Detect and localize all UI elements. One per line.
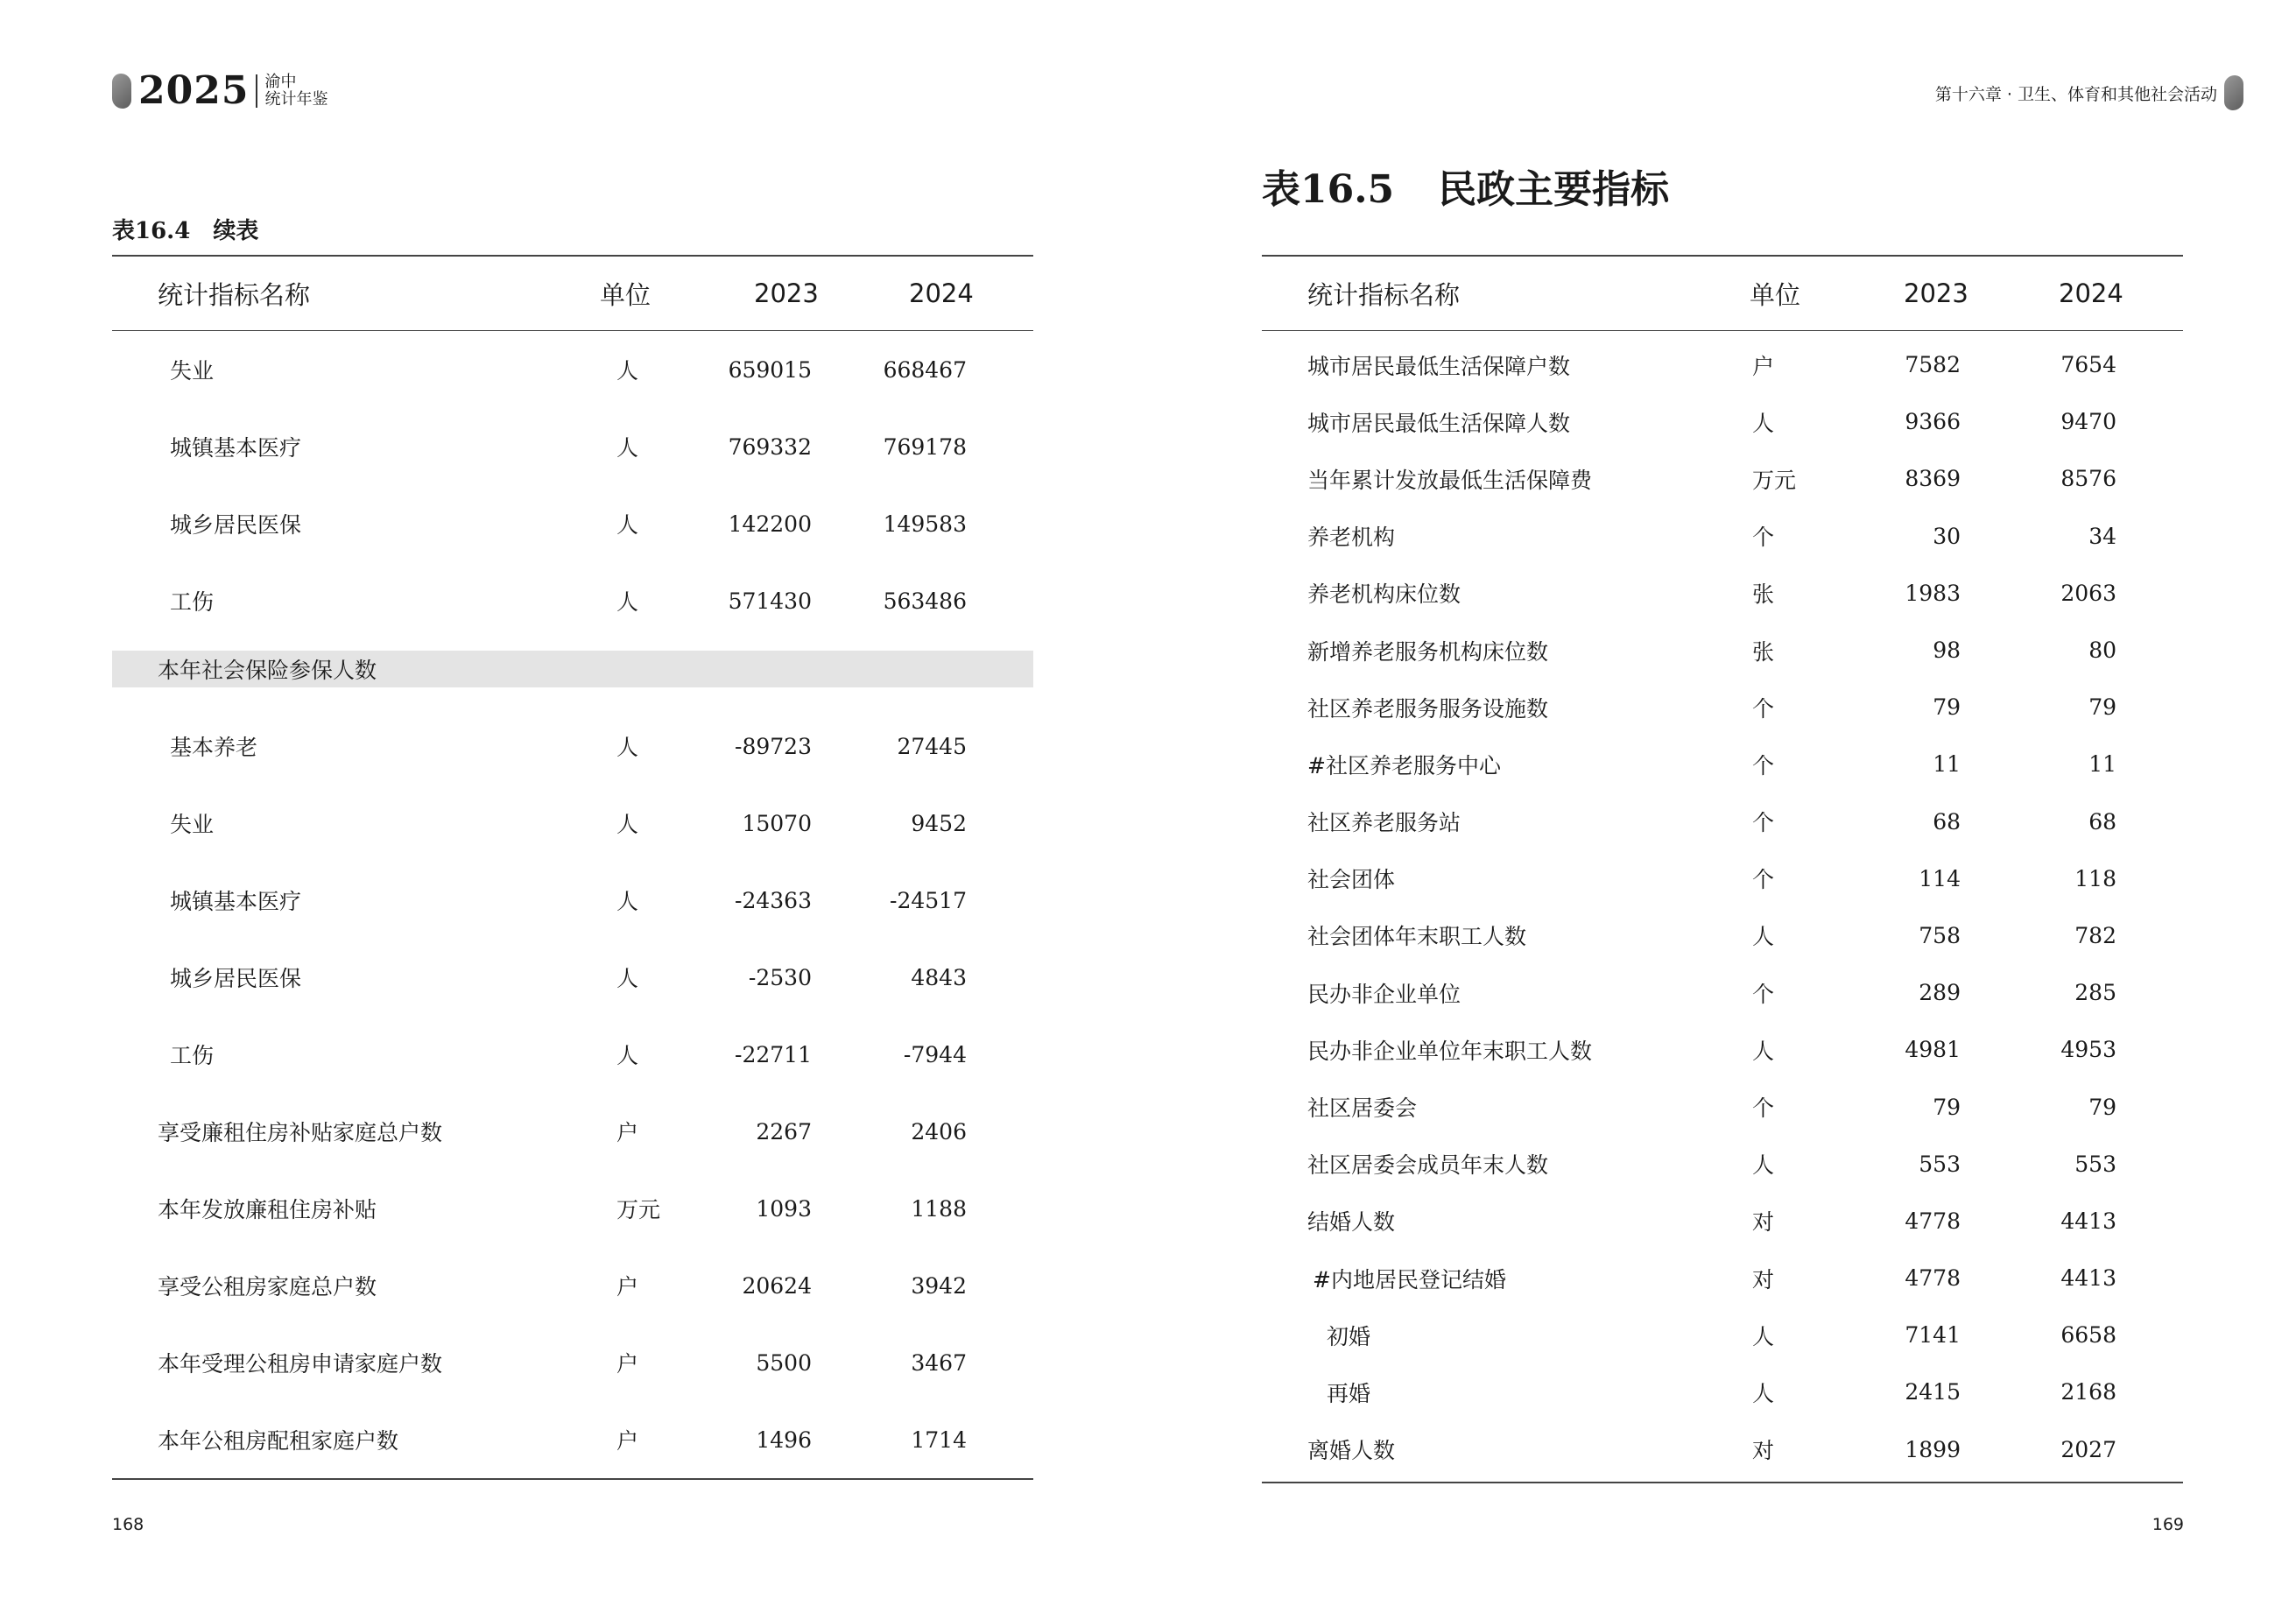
row-name: 社区居委会 [1307,1095,1418,1122]
table-row [1262,964,2183,1021]
header-name: 统计指标名称 [158,279,311,310]
header-unit: 单位 [1750,279,1801,310]
row-name: 城镇基本医疗 [170,889,302,914]
logo-divider [256,74,257,108]
row-value-2023: 7141 [1905,1322,1961,1349]
row-unit: 万元 [616,1197,661,1222]
table-row [1262,1250,2183,1307]
row-value-2023: 4778 [1905,1208,1961,1234]
table-row [1262,907,2183,964]
row-name: 城市居民最低生活保障人数 [1307,410,1571,436]
emblem-icon [2224,75,2243,110]
row-name: 城乡居民医保 [170,512,302,538]
row-unit: 户 [616,1274,639,1300]
table-row [112,708,1033,785]
book-name-line1: 渝中 [264,72,297,91]
row-unit: 张 [1752,638,1775,665]
row-unit: 个 [1752,695,1775,722]
row-value-2023: 79 [1933,1094,1961,1120]
row-value-2023: 4981 [1905,1037,1961,1063]
row-unit: 个 [1752,525,1775,551]
row-value-2023: -89723 [735,733,812,759]
row-name: 城市居民最低生活保障户数 [1307,353,1571,379]
row-name: 社会团体年末职工人数 [1307,924,1527,950]
row-value-2024: 11 [2088,751,2116,778]
row-unit: 个 [1752,810,1775,836]
row-value-2024: -7944 [903,1041,967,1067]
row-unit: 人 [616,589,639,615]
row-value-2024: 1714 [911,1426,967,1453]
table-16-5 [1262,255,2183,1483]
row-name: 失业 [170,358,215,384]
row-unit: 人 [616,1043,639,1068]
row-value-2024: 9452 [911,810,967,836]
row-name: 工伤 [170,1043,215,1068]
row-value-2023: -24363 [735,887,812,913]
row-name: 社区居委会成员年末人数 [1307,1152,1549,1179]
caption-number: 表16.5 [1262,167,1395,212]
row-value-2024: 563486 [883,588,967,614]
row-value-2023: 11 [1933,751,1961,778]
table-row [1262,679,2183,736]
row-value-2024: 149583 [883,511,967,537]
row-name: 享受廉租住房补贴家庭总户数 [158,1120,443,1145]
row-value-2024: 118 [2074,865,2116,891]
row-value-2024: 34 [2088,523,2116,549]
page-number: 169 [2152,1515,2184,1534]
row-unit: 户 [616,1120,639,1145]
table-row [1262,1078,2183,1135]
row-unit: 人 [616,889,639,914]
row-name: 城乡居民医保 [170,966,302,991]
row-value-2023: 659015 [728,356,812,383]
row-value-2023: 2415 [1905,1379,1961,1405]
table-row [1262,1021,2183,1078]
row-value-2023: 30 [1933,523,1961,549]
row-unit: 户 [616,1351,639,1377]
table-row [1262,622,2183,679]
table-row [112,408,1033,485]
row-name: 养老机构 [1307,525,1396,551]
row-unit: 人 [616,512,639,538]
row-name: 离婚人数 [1307,1438,1396,1464]
row-value-2023: -22711 [735,1041,812,1067]
row-value-2024: 7654 [2060,352,2116,378]
caption-title: 民政主要指标 [1438,167,1670,212]
row-value-2024: 4413 [2060,1208,2116,1234]
row-value-2023: 5500 [756,1349,812,1376]
row-value-2024: 4953 [2060,1037,2116,1063]
row-unit: 人 [616,435,639,461]
row-value-2024: 4413 [2060,1265,2116,1292]
row-name: 新增养老服务机构床位数 [1307,638,1549,665]
row-name: 社会团体 [1307,867,1396,893]
table-body [112,331,1033,1478]
row-value-2024: 27445 [897,733,967,759]
row-name: 工伤 [170,589,215,615]
table-row [112,1093,1033,1170]
row-unit: 对 [1752,1266,1775,1293]
row-unit: 人 [1752,1323,1775,1349]
row-value-2023: 114 [1919,865,1961,891]
section-row [112,651,1033,687]
row-value-2023: 553 [1919,1151,1961,1177]
table-16-4-continued [112,255,1033,1480]
row-value-2023: 769332 [728,433,812,460]
row-value-2024: 2168 [2060,1379,2116,1405]
row-value-2023: 15070 [742,810,812,836]
row-name: 本年受理公租房申请家庭户数 [158,1351,443,1377]
row-name: #社区养老服务中心 [1307,752,1501,778]
row-value-2024: 769178 [883,433,967,460]
row-value-2024: 782 [2074,922,2116,948]
row-value-2023: 2267 [756,1118,812,1145]
row-value-2024: 8576 [2060,466,2116,492]
row-name: 基本养老 [170,735,258,760]
table-row [112,1016,1033,1093]
row-value-2024: 68 [2088,808,2116,835]
row-unit: 人 [616,358,639,384]
row-value-2024: 79 [2088,1094,2116,1120]
row-value-2024: 668467 [883,356,967,383]
row-value-2024: 4843 [911,964,967,990]
book-logo [112,68,327,113]
table-row [1262,565,2183,622]
row-name: 社区养老服务站 [1307,810,1461,836]
table-row [112,1170,1033,1247]
row-unit: 人 [1752,410,1775,436]
row-value-2023: 1899 [1905,1436,1961,1462]
row-value-2024: 2406 [911,1118,967,1145]
row-value-2024: 3942 [911,1272,967,1299]
row-value-2024: -24517 [890,887,967,913]
table-body [1262,331,2183,1482]
row-name: 民办非企业单位 [1307,981,1461,1007]
table-row [112,331,1033,408]
row-unit: 人 [1752,1380,1775,1406]
header-2023: 2023 [1904,278,1969,308]
table-header [112,257,1033,331]
table-row [1262,1136,2183,1193]
table-row [112,485,1033,562]
row-name: 失业 [170,812,215,837]
chapter-title: 第十六章 · 卫生、体育和其他社会活动 [1934,84,2217,104]
row-value-2023: 1496 [756,1426,812,1453]
row-name: 享受公租房家庭总户数 [158,1274,377,1300]
table-row [1262,1421,2183,1478]
table-row [112,785,1033,862]
row-name: 初婚 [1327,1323,1371,1349]
row-value-2024: 79 [2088,694,2116,721]
table-row [1262,508,2183,565]
row-value-2023: 289 [1919,980,1961,1006]
row-unit: 个 [1752,752,1775,778]
table-row [112,1324,1033,1401]
table-row [1262,736,2183,792]
table-row [1262,1193,2183,1250]
row-value-2024: 553 [2074,1151,2116,1177]
row-name: #内地居民登记结婚 [1313,1266,1506,1293]
header-unit: 单位 [600,279,651,310]
row-unit: 人 [616,735,639,760]
row-name: 社区养老服务服务设施数 [1307,695,1549,722]
row-unit: 户 [1752,353,1775,379]
row-unit: 人 [1752,1038,1775,1064]
header-name: 统计指标名称 [1307,279,1461,310]
row-unit: 个 [1752,1095,1775,1122]
book-year: 2025 [138,68,250,113]
table-row [112,939,1033,1016]
row-value-2023: 98 [1933,637,1961,664]
row-unit: 个 [1752,867,1775,893]
row-value-2023: 20624 [742,1272,812,1299]
row-value-2024: 9470 [2060,409,2116,435]
emblem-icon [112,74,131,109]
row-unit: 对 [1752,1209,1775,1236]
row-value-2023: 1983 [1905,580,1961,606]
book-name [264,74,327,109]
section-title: 本年社会保险参保人数 [158,658,377,683]
row-value-2023: 571430 [728,588,812,614]
table-header [1262,257,2183,331]
table-row [112,862,1033,939]
table-row [112,562,1033,639]
table-row [1262,1363,2183,1420]
row-unit: 人 [1752,924,1775,950]
row-value-2024: 1188 [911,1195,967,1222]
table-row [1262,793,2183,850]
table-row [1262,393,2183,450]
row-value-2024: 6658 [2060,1322,2116,1349]
row-value-2024: 285 [2074,980,2116,1006]
row-value-2024: 80 [2088,637,2116,664]
row-unit: 个 [1752,981,1775,1007]
row-name: 城镇基本医疗 [170,435,302,461]
row-name: 民办非企业单位年末职工人数 [1307,1038,1593,1064]
book-name-line2: 统计年鉴 [264,89,328,109]
row-value-2023: -2530 [748,964,812,990]
row-value-2024: 2027 [2060,1436,2116,1462]
row-value-2023: 142200 [728,511,812,537]
header-2023: 2023 [754,278,819,308]
table-row [112,1247,1033,1324]
row-name: 再婚 [1327,1380,1371,1406]
row-unit: 户 [616,1428,639,1454]
header-2024: 2024 [909,278,974,308]
row-unit: 对 [1752,1438,1775,1464]
row-value-2023: 79 [1933,694,1961,721]
table-row [1262,1307,2183,1363]
row-value-2024: 2063 [2060,580,2116,606]
row-value-2023: 8369 [1905,466,1961,492]
row-name: 本年公租房配租家庭户数 [158,1428,399,1454]
table-row [1262,850,2183,907]
row-unit: 人 [616,812,639,837]
right-page [1148,0,2296,1613]
row-unit: 张 [1752,581,1775,608]
row-value-2023: 9366 [1905,409,1961,435]
table-row [1262,336,2183,393]
table-caption [1262,158,1669,214]
row-value-2023: 7582 [1905,352,1961,378]
chapter-header [1935,75,2243,110]
row-value-2024: 3467 [911,1349,967,1376]
row-name: 结婚人数 [1307,1209,1396,1236]
row-unit: 万元 [1752,467,1797,493]
row-value-2023: 758 [1919,922,1961,948]
row-unit: 人 [616,966,639,991]
page-number: 168 [112,1515,144,1534]
row-name: 养老机构床位数 [1307,581,1461,608]
row-name: 当年累计发放最低生活保障费 [1307,467,1593,493]
table-caption: 表16.4 续表 [112,218,259,244]
row-unit: 人 [1752,1152,1775,1179]
row-value-2023: 1093 [756,1195,812,1222]
header-2024: 2024 [2059,278,2123,308]
table-row [1262,450,2183,507]
row-name: 本年发放廉租住房补贴 [158,1197,377,1222]
table-row [112,1401,1033,1478]
row-value-2023: 68 [1933,808,1961,835]
row-value-2023: 4778 [1905,1265,1961,1292]
